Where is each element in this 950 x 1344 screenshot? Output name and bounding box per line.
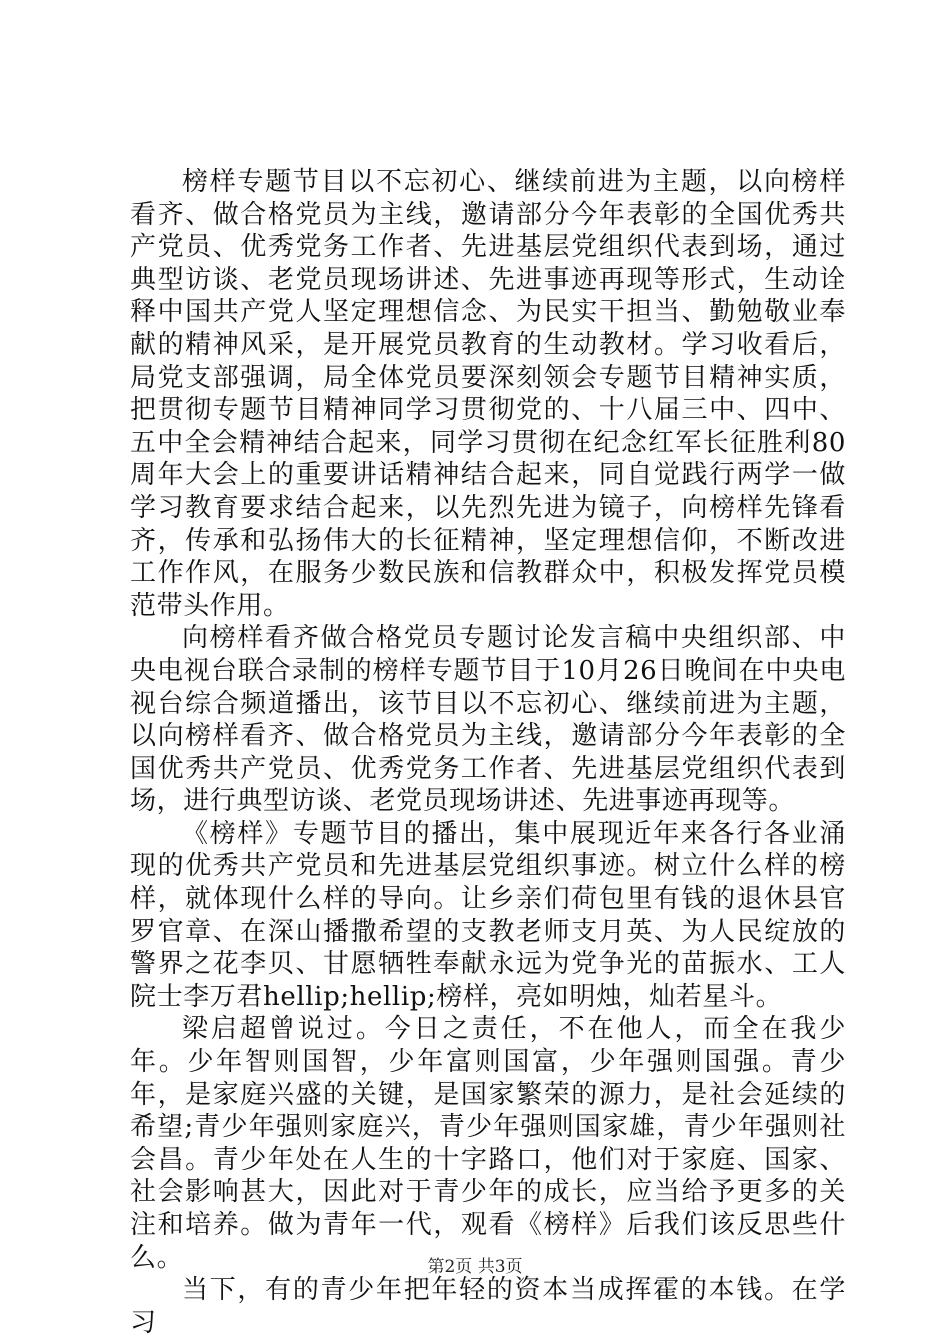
body-text [130, 166, 846, 1339]
paragraph-1: 榜样专题节目以不忘初心、继续前进为主题，以向榜样看齐、做合格党员为主线，邀请部分今年表彰的全国优秀共产党员、优秀党务工作者、先进基层党组织代表到场，通过典型访谈、老党员现场讲述、先进事迹再现等形式，生动诠释中国共产党人坚定理想信念、为民实干担当、勤勉敬业奉献的精神风采，是开展党员教育的生动教材。学习收看后，局党支部强调，局全体党员要深刻领会专题节目精神实质，把贯彻专题节目精神同学习贯彻党的、十八届三中、四中、五中全会精神结合起来，同学习贯彻在纪念红军长征胜利80周年大会上的重要讲话精神结合起来，同自觉践行两学一做学习教育要求结合起来，以先烈先进为镜子，向榜样先锋看齐，传承和弘扬伟大的长征精神，坚定理想信仰，不断改进工作作风，在服务少数民族和信教群众中，积极发挥党员模范带头作用。 [130, 167, 846, 621]
paragraph-4: 梁启超曾说过。今日之责任，不在他人，而全在我少年。少年智则国智，少年富则国富，少年强则国强。青少年，是家庭兴盛的关键，是国家繁荣的源力，是社会延续的希望;青少年强则家庭兴，青少年强则国家雄，青少年强则社会昌。青少年处在人生的十字路口，他们对于家庭、国家、社会影响甚大，因此对于青少年的成长，应当给予更多的关注和培养。做为青年一代，观看《榜样》后我们该反思些什么。 [130, 1014, 846, 1273]
paragraph-5: 当下，有的青少年把年轻的资本当成挥霍的本钱。在学习 [130, 1275, 846, 1338]
paragraph-3: 《榜样》专题节目的播出，集中展现近年来各行各业涌现的优秀共产党员和先进基层党组织事迹。树立什么样的榜样，就体现什么样的导向。让乡亲们荷包里有钱的退休县官罗官章、在深山播撒希望的支教老师支月英、为人民绽放的警界之花李贝、甘愿牺牲奉献永远为党争光的苗振水、工人院士李万君hellip;hellip;榜样，亮如明烛，灿若星斗。 [130, 818, 846, 1012]
paragraph-2: 向榜样看齐做合格党员专题讨论发言稿中央组织部、中央电视台联合录制的榜样专题节目于10月26日晚间在中央电视台综合频道播出，该节目以不忘初心、继续前进为主题，以向榜样看齐、做合格党员为主线，邀请部分今年表彰的全国优秀共产党员、优秀党务工作者、先进基层党组织代表到场，进行典型访谈、老党员现场讲述、先进事迹再现等。 [130, 623, 846, 817]
page-footer: 第2页 共3页 [427, 1257, 523, 1277]
